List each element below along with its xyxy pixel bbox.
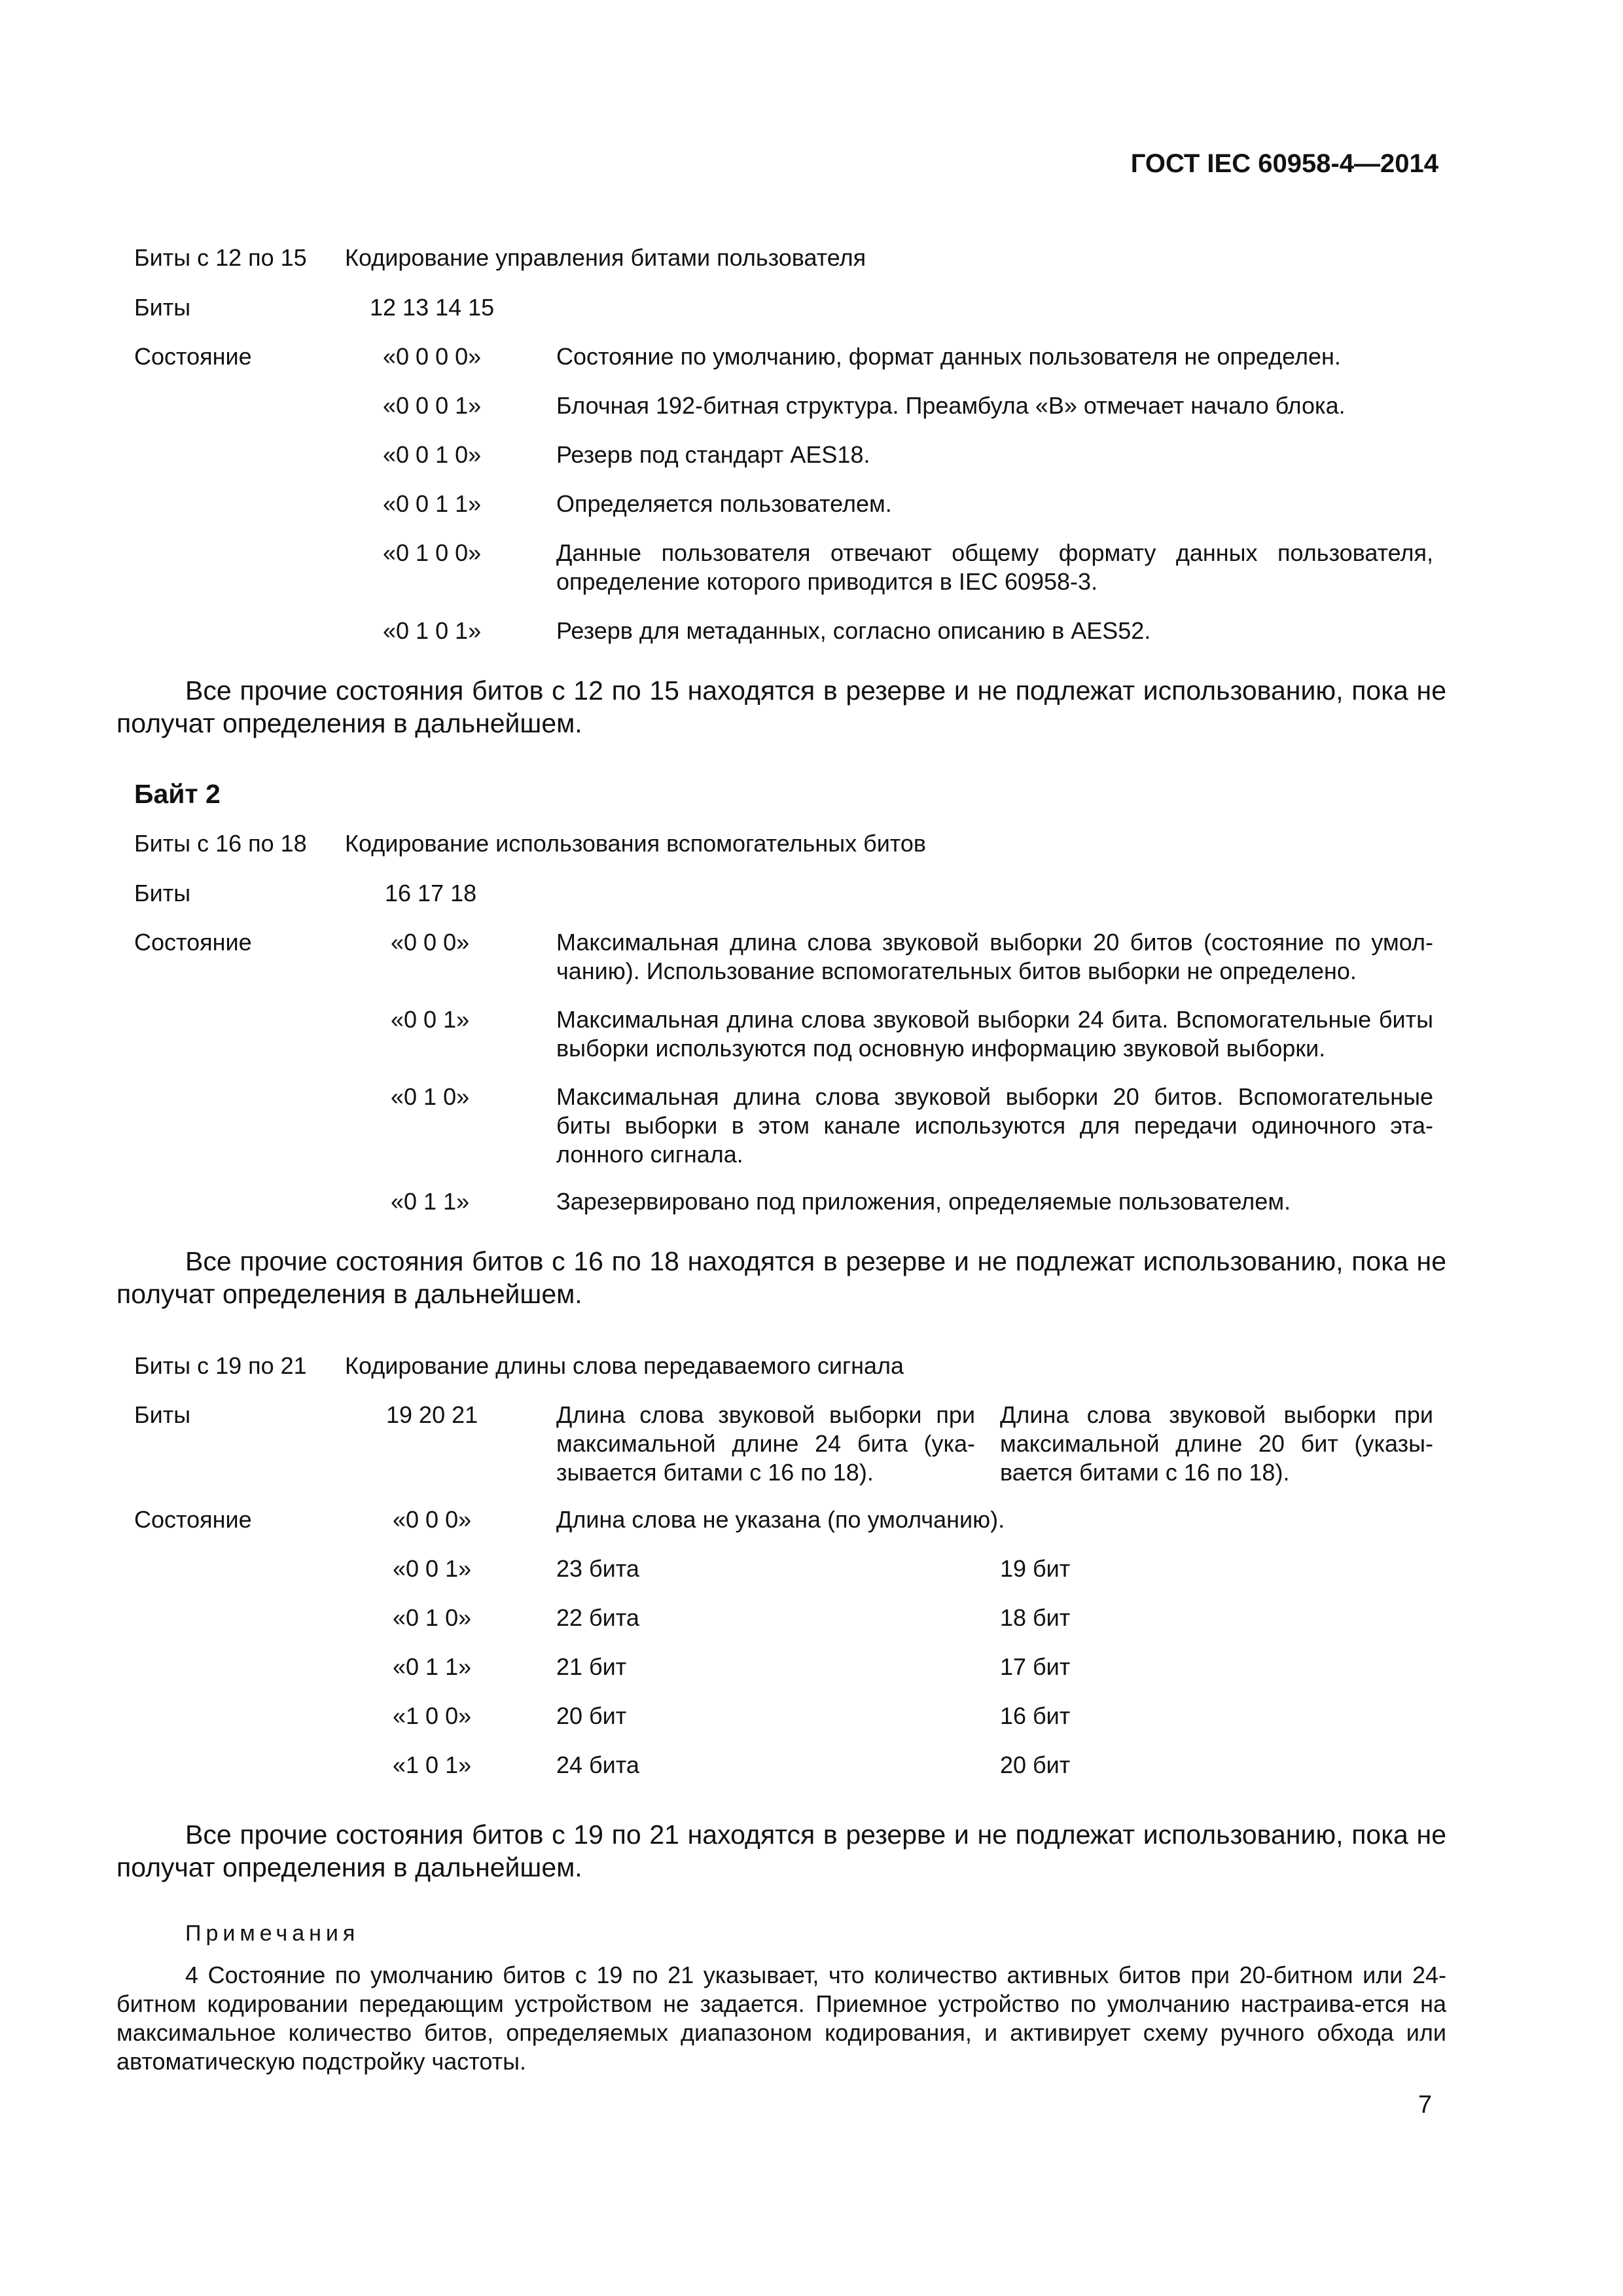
section3-bits-value: 19 20 21	[386, 1401, 478, 1428]
section2-row-desc: Максимальная длина слова звуковой выборки 24 бита. Вспомогательные биты выборки используются под основную информацию звуковой выборки.	[556, 1006, 1433, 1062]
section1-row-code: «0 1 0 1»	[383, 617, 482, 644]
section1-title-text: Кодирование управления битами пользователя	[345, 244, 866, 271]
section3-row-24bit-value: 22 бита	[556, 1604, 639, 1631]
section2-row-code: «0 1 0»	[391, 1083, 470, 1110]
section2-row-code: «0 0 0»	[391, 929, 470, 956]
section3-row-24bit-value: 20 бит	[556, 1702, 627, 1729]
section1-row-desc: Блочная 192-битная структура. Преамбула «B» отмечает начало блока.	[556, 392, 1346, 419]
section3-row-20bit-value: 20 бит	[1000, 1751, 1071, 1778]
section3-header-24bit: Длина слова звуковой выборки при максимальной длине 24 бита (ука-зывается битами с 16 по 18).	[556, 1401, 975, 1486]
section3-row-20bit-value: 18 бит	[1000, 1604, 1071, 1631]
section2-row-desc: Зарезервировано под приложения, определяемые пользователем.	[556, 1188, 1291, 1215]
section2-footer-paragraph: Все прочие состояния битов с 16 по 18 находятся в резерве и не подлежат использованию, пока не получат определения в дальнейшем.	[116, 1246, 1446, 1309]
section3-row-default-desc: Длина слова не указана (по умолчанию).	[556, 1506, 1005, 1533]
section1-row-desc: Состояние по умолчанию, формат данных пользователя не определен.	[556, 343, 1341, 370]
section2-row-desc: Максимальная длина слова звуковой выборки 20 битов (состояние по умол-чанию). Использование вспомогательных битов выборки не определено.	[556, 929, 1433, 984]
section2-row-code: «0 0 1»	[391, 1006, 470, 1033]
section3-row-24bit-value: 23 бита	[556, 1555, 639, 1582]
section3-footer-paragraph: Все прочие состояния битов с 19 по 21 находятся в резерве и не подлежат использованию, пока не получат определения в дальнейшем.	[116, 1820, 1446, 1882]
section3-row-code: «1 0 0»	[393, 1702, 472, 1729]
section1-row-desc: Определяется пользователем.	[556, 490, 892, 517]
section1-row-code: «0 0 1 0»	[383, 441, 482, 468]
section1-bits-value: 12 13 14 15	[370, 294, 495, 321]
section1-row-desc: Резерв для метаданных, согласно описанию в AES52.	[556, 617, 1151, 644]
section3-row-code: «0 1 0»	[393, 1604, 472, 1631]
section1-state-label: Состояние	[134, 343, 252, 370]
section3-state-label: Состояние	[134, 1506, 252, 1533]
section1-row-desc: Резерв под стандарт AES18.	[556, 441, 870, 468]
section2-state-label: Состояние	[134, 929, 252, 956]
section3-row-20bit-value: 17 бит	[1000, 1653, 1071, 1680]
section3-row-24bit-value: 24 бита	[556, 1751, 639, 1778]
section3-header-20bit: Длина слова звуковой выборки при максимальной длине 20 бит (указы-вается битами с 16 по 18).	[1000, 1401, 1433, 1486]
section3-row-code: «0 1 1»	[393, 1653, 472, 1680]
section2-title-label: Биты с 16 по 18	[134, 830, 307, 857]
section3-row-code: «0 0 0»	[393, 1506, 472, 1533]
section1-row-code: «0 1 0 0»	[383, 539, 482, 566]
section1-footer-paragraph: Все прочие состояния битов с 12 по 15 находятся в резерве и не подлежат использованию, пока не получат определения в дальнейшем.	[116, 675, 1446, 738]
section2-bits-label: Биты	[134, 880, 191, 906]
section1-bits-label: Биты	[134, 294, 191, 321]
section1-row-code: «0 0 1 1»	[383, 490, 482, 517]
section1-row-desc: Данные пользователя отвечают общему формату данных пользователя, определение которого приводится в IEC 60958-3.	[556, 539, 1433, 595]
section1-row-code: «0 0 0 1»	[383, 392, 482, 419]
section1-row-code: «0 0 0 0»	[383, 343, 482, 370]
section3-title-label: Биты с 19 по 21	[134, 1352, 307, 1379]
section3-row-code: «0 0 1»	[393, 1555, 472, 1582]
section2-bits-value: 16 17 18	[385, 880, 477, 906]
document-id-header: ГОСТ IEC 60958-4—2014	[1130, 149, 1438, 178]
section3-title-text: Кодирование длины слова передаваемого сигнала	[345, 1352, 904, 1379]
section2-title-text: Кодирование использования вспомогательных битов	[345, 830, 927, 857]
section3-row-20bit-value: 16 бит	[1000, 1702, 1071, 1729]
notes-heading: Примечания	[185, 1921, 360, 1946]
section3-row-24bit-value: 21 бит	[556, 1653, 627, 1680]
byte2-heading: Байт 2	[134, 779, 221, 809]
section3-row-20bit-value: 19 бит	[1000, 1555, 1071, 1582]
section3-row-code: «1 0 1»	[393, 1751, 472, 1778]
note-4: 4 Состояние по умолчанию битов с 19 по 21 указывает, что количество активных битов при 20-битном или 24-битном кодировании передающим устройством не задается. Приемное устройство по умолчанию настраива-ется на максимальное количество битов, определяемых диапазоном кодирования, и активирует схему ручного обхода или автоматическую подстройку частоты.	[116, 1962, 1446, 2075]
section1-title-label: Биты с 12 по 15	[134, 244, 307, 271]
page-number: 7	[1418, 2091, 1432, 2119]
section3-bits-label: Биты	[134, 1401, 191, 1428]
section2-row-code: «0 1 1»	[391, 1188, 470, 1215]
section2-row-desc: Максимальная длина слова звуковой выборки 20 битов. Вспомогательные биты выборки в этом канале используются для передачи одиночного эта-лонного сигнала.	[556, 1083, 1433, 1168]
